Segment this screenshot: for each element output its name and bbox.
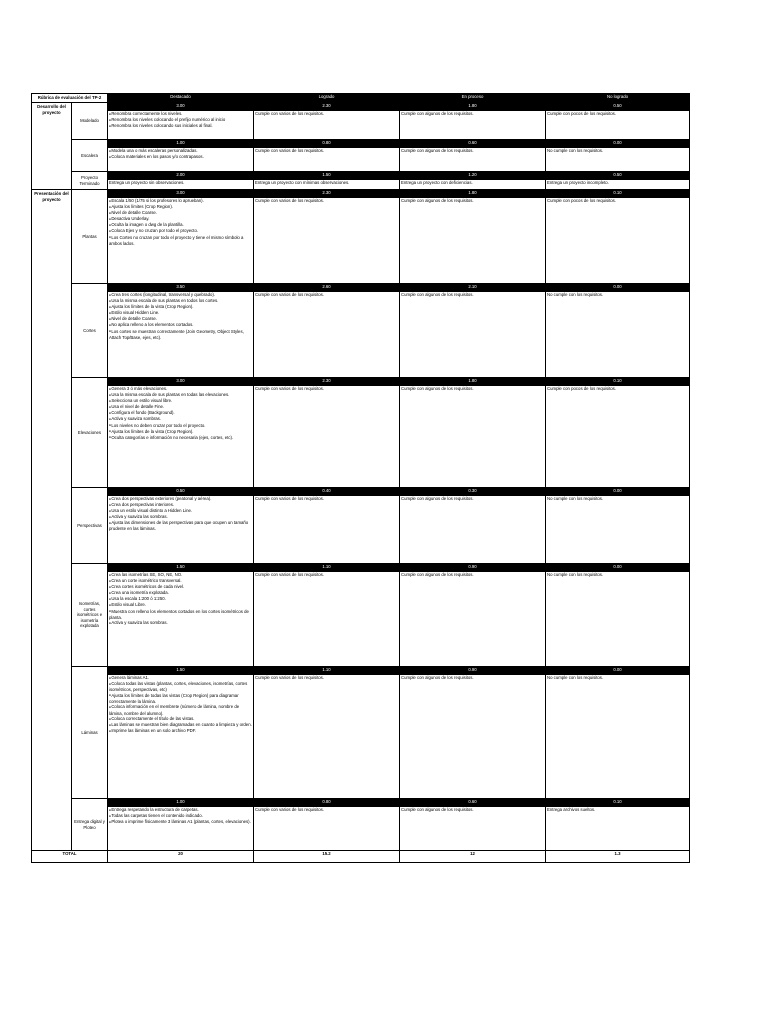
score-cell: 1.80 [400,378,546,386]
score-cell: 1.50 [108,667,254,675]
level-text: No cumple con los requisitos. [547,496,604,501]
score-row [32,140,690,148]
requirement-item: ● Ajusta los límites de la vista (Crop Region). [109,304,252,310]
score-cell: 2.10 [400,284,546,292]
requirement-item: ● Usa la misma escala de sus plantas en todos los cortes. [109,298,252,304]
requirement-item: ● Oculta categorías e información no necesaria (ejes, cortes, etc). [109,435,252,441]
rubric-title: Rúbrica de evaluación del TP-2 [32,94,108,103]
level-description [546,148,690,172]
level-description [546,675,690,799]
level-text: Cumple con varios de los requisitos. [255,148,325,153]
level-text: Cumple con algunos de los requisitos. [401,198,474,203]
score-cell: 2.30 [254,190,400,198]
criterion-label: Láminas [72,667,108,799]
criterion-label: Modelado [72,103,108,140]
level-text: Cumple con pocos de los requisitos. [547,111,617,116]
level-description [254,111,400,140]
level-description [108,675,254,799]
requirement-item: ● Crea una isometría explotada. [109,590,252,596]
requirement-item: ● Desactiva Underlay. [109,216,252,222]
requirement-item: ● Ajusta las dimensiones de las perspectivas para que ocupen un tamaño prudente en las láminas. [109,520,252,532]
score-cell: 2.00 [108,172,254,180]
requirement-item: ● Renombra los niveles colocando sus iniciales al final. [109,123,252,129]
requirement-item: ● Plotea o imprime físicamente 3 láminas A1 (plantas, cortes, elevaciones). [109,819,252,825]
score-cell: 1.80 [400,190,546,198]
level-description [546,386,690,488]
criterion-label: Cortes [72,284,108,378]
score-cell: 1.10 [254,667,400,675]
level-description [546,496,690,564]
level-text: Cumple con algunos de los requisitos. [401,572,474,577]
total-value: 20 [108,851,254,863]
score-cell: 0.30 [400,488,546,496]
score-cell: 0.50 [108,488,254,496]
level-description [254,148,400,172]
level-description [254,496,400,564]
level-description [546,572,690,667]
criterion-label: Isometrías, cortes isométricos e isometría explotada [72,564,108,667]
score-cell: 1.80 [400,103,546,111]
level-description [254,180,400,190]
score-cell: 0.60 [400,799,546,807]
level-description [400,675,546,799]
level-description [254,386,400,488]
description-row [32,292,690,378]
level-text: No cumple con los requisitos. [547,148,604,153]
requirement-item: ● No aplica relleno a los elementos cortados. [109,322,252,328]
level-header: No logrado [546,94,690,103]
requirement-item: ● Coloca información en el membrete (número de lámina, nombre de lámina, nombre del alumno). [109,704,252,716]
requirement-item: ● Genera 3 ó más elevaciones. [109,386,252,392]
score-cell: 2.60 [254,284,400,292]
requirement-item: ● Estilo visual Hidden Line. [109,310,252,316]
level-header: Destacado [108,94,254,103]
level-text: Cumple con pocos de los requisitos. [547,386,617,391]
level-text: Entrega archivos sueltos. [547,807,596,812]
total-row [32,851,690,863]
requirement-item: ● Renombra los niveles colocando el prefijo numérico al inicio [109,117,252,123]
description-row [32,386,690,488]
score-cell: 1.50 [108,564,254,572]
requirement-item: ● Crea dos perspectivas interiores. [109,502,252,508]
score-cell: 3.00 [108,190,254,198]
level-text: Cumple con varios de los requisitos. [255,111,325,116]
score-cell: 0.00 [546,140,690,148]
score-row [32,190,690,198]
requirement-item: ● Modela una o más escaleras personalizadas. [109,148,252,154]
score-cell: 0.50 [546,103,690,111]
level-text: Cumple con algunos de los requisitos. [401,675,474,680]
description-row [32,807,690,851]
requirement-item: ● Crea cortes isométricos de cada nivel. [109,584,252,590]
level-text: Cumple con varios de los requisitos. [255,292,325,297]
score-cell: 3.00 [108,103,254,111]
level-text: Cumple con varios de los requisitos. [255,807,325,812]
requirement-item: ● Coloca Ejes y no cruzan por todo el proyecto. [109,228,252,234]
requirement-item: ● Crea las isometrías SE, SO, NE, NO. [109,572,252,578]
level-description [400,572,546,667]
level-description [108,292,254,378]
requirement-item: ● Los Cortes no cruzan por todo el proyecto y tiene el mismo símbolo a ambos lados. [109,235,252,247]
score-cell: 2.30 [254,378,400,386]
section-label: Desarrollo del proyecto [32,103,72,190]
level-description [108,148,254,172]
level-description [400,496,546,564]
level-description [108,198,254,284]
requirement-item: ● Configura el fondo (Background). [109,410,252,416]
level-description [400,386,546,488]
requirement-item: ● Escala 1/50 (1/75 si los profesores lo aprueban). [109,198,252,204]
requirement-item: ● Las láminas se muestran bien diagramadas en cuanto a limpieza y orden. [109,722,252,728]
level-description [400,198,546,284]
level-description [400,148,546,172]
criterion-label: Perspectivas [72,488,108,564]
level-text: No cumple con los requisitos. [547,292,604,297]
requirement-item: ● Imprime las láminas en un solo archivo PDF. [109,728,252,734]
description-row [32,148,690,172]
level-description [108,572,254,667]
requirement-item: ● Activa y suaviza sombras. [109,416,252,422]
score-cell: 1.20 [400,172,546,180]
level-text: Cumple con varios de los requisitos. [255,386,325,391]
level-text: Cumple con algunos de los requisitos. [401,292,474,297]
score-cell: 0.00 [546,488,690,496]
header-row [32,94,690,103]
description-row [32,675,690,799]
criterion-label: Elevaciones [72,378,108,488]
total-value: 15.2 [254,851,400,863]
level-description [108,180,254,190]
requirement-item: ● Coloca materiales en los pasos y/o contrapasos. [109,154,252,160]
level-text: Cumple con varios de los requisitos. [255,496,325,501]
level-text: Entrega un proyecto con mínimas observaciones. [255,180,350,185]
score-row [32,103,690,111]
description-row [32,180,690,190]
score-cell: 0.10 [546,799,690,807]
requirement-item: ● Ajusta los límites de la vista (Crop Region). [109,429,252,435]
level-description [400,292,546,378]
score-row [32,799,690,807]
requirement-item: ● Usa el nivel de detalle Fine. [109,404,252,410]
score-cell: 0.10 [546,190,690,198]
requirement-item: Entrega un proyecto sin observaciones. [109,180,185,185]
score-row [32,378,690,386]
score-cell: 0.00 [546,284,690,292]
level-description [546,807,690,851]
score-cell: 0.80 [254,799,400,807]
requirement-item: ● Oculta la imagen o dwg de la plantilla. [109,222,252,228]
requirement-item: ● Crea tres cortes (longitudinal, transversal y quebrado). [109,292,252,298]
level-description [108,496,254,564]
level-description [400,111,546,140]
level-header: En proceso [400,94,546,103]
requirement-item: ● Crea un corte isométrico transversal. [109,578,252,584]
level-text: Cumple con algunos de los requisitos. [401,386,474,391]
description-row [32,198,690,284]
requirement-item: ● Renombra correctamente los niveles. [109,111,252,117]
level-text: Cumple con varios de los requisitos. [255,572,325,577]
score-cell: 2.30 [254,103,400,111]
score-cell: 0.90 [400,667,546,675]
level-text: Cumple con algunos de los requisitos. [401,807,474,812]
criterion-label: Entrega digital y Ploteo [72,799,108,851]
description-row [32,496,690,564]
level-text: Cumple con pocos de los requisitos. [547,198,617,203]
score-cell: 0.00 [546,564,690,572]
level-header: Logrado [254,94,400,103]
criterion-label: Escalera [72,140,108,172]
score-cell: 1.50 [254,172,400,180]
score-cell: 0.40 [254,488,400,496]
level-text: No cumple con los requisitos. [547,675,604,680]
level-text: No cumple con los requisitos. [547,572,604,577]
section-label: Presentación del proyecto [32,190,72,851]
requirement-item: ● Usa un estilo visual distinto a Hidden Line. [109,508,252,514]
rubric-table [31,93,690,863]
level-description [546,111,690,140]
requirement-item: ● Los niveles no deben cruzar por todo el proyecto. [109,423,252,429]
requirement-item: ● Muestra con relleno los elementos cortados en los cortes isométricos de planta. [109,609,252,621]
level-description [108,807,254,851]
level-text: Entrega un proyecto con deficiencias. [401,180,473,185]
level-description [254,807,400,851]
score-cell: 1.10 [254,564,400,572]
score-row [32,667,690,675]
requirement-item: ● Nivel de detalle Coarse. [109,210,252,216]
score-cell: 0.50 [546,172,690,180]
requirement-item: ● Los cortes se muestran correctamente (Join Geometry, Object Styles, Attach Top/Base, ejes, etc). [109,329,252,341]
level-description [108,386,254,488]
requirement-item: ● Nivel de detalle Coarse. [109,316,252,322]
level-text: Cumple con varios de los requisitos. [255,675,325,680]
level-description [254,675,400,799]
total-label: TOTAL [32,851,108,863]
level-text: Entrega un proyecto incompleto. [547,180,609,185]
level-description [546,198,690,284]
score-row [32,564,690,572]
score-cell: 0.90 [400,564,546,572]
total-value: 1.3 [546,851,690,863]
level-text: Cumple con algunos de los requisitos. [401,111,474,116]
criterion-label: Proyecto Terminado [72,172,108,190]
description-row [32,572,690,667]
level-text: Cumple con algunos de los requisitos. [401,496,474,501]
score-cell: 3.00 [108,378,254,386]
score-row [32,172,690,180]
requirement-item: ● Ajusta los límites de todas las vistas (Crop Region) para diagramar correctamente la lámina. [109,693,252,705]
level-text: Cumple con varios de los requisitos. [255,198,325,203]
requirement-item: ● Usa la escala 1:200 ó 1:250. [109,596,252,602]
requirement-item: ● Coloca todas las vistas (plantas, cortes, elevaciones, isometrías, cortes isométricos, perspectivas, etc) [109,681,252,693]
score-row [32,284,690,292]
requirement-item: ● Ajusta los límites (Crop Region). [109,204,252,210]
level-description [400,807,546,851]
level-text: Cumple con algunos de los requisitos. [401,148,474,153]
requirement-item: ● Coloca correctamente el título de las vistas. [109,716,252,722]
score-cell: 1.00 [108,140,254,148]
level-description [254,292,400,378]
criterion-label: Plantas [72,190,108,284]
requirement-item: ● Crea dos perspectivas exteriores (peatonal y aérea). [109,496,252,502]
requirement-item: ● Activa y suaviza las sombras. [109,514,252,520]
score-row [32,488,690,496]
description-row [32,111,690,140]
requirement-item: ● Activa y suaviza las sombras. [109,620,252,626]
level-description [400,180,546,190]
level-description [546,180,690,190]
requirement-item: ● Selecciona un estilo visual libre. [109,398,252,404]
level-description [108,111,254,140]
level-description [254,198,400,284]
requirement-item: ● Todas las carpetas tienen el contenido indicado. [109,813,252,819]
requirement-item: ● Entrega respetando la estructura de carpetas. [109,807,252,813]
score-cell: 0.80 [254,140,400,148]
score-cell: 0.10 [546,378,690,386]
requirement-item: ● Genera láminas A1. [109,675,252,681]
requirement-item: ● Usa la misma escala de sus plantas en todas las elevaciones. [109,392,252,398]
score-cell: 0.00 [546,667,690,675]
level-description [546,292,690,378]
score-cell: 0.60 [400,140,546,148]
level-description [254,572,400,667]
score-cell: 3.50 [108,284,254,292]
requirement-item: ● Estilo visual Libre. [109,602,252,608]
total-value: 12 [400,851,546,863]
score-cell: 1.00 [108,799,254,807]
